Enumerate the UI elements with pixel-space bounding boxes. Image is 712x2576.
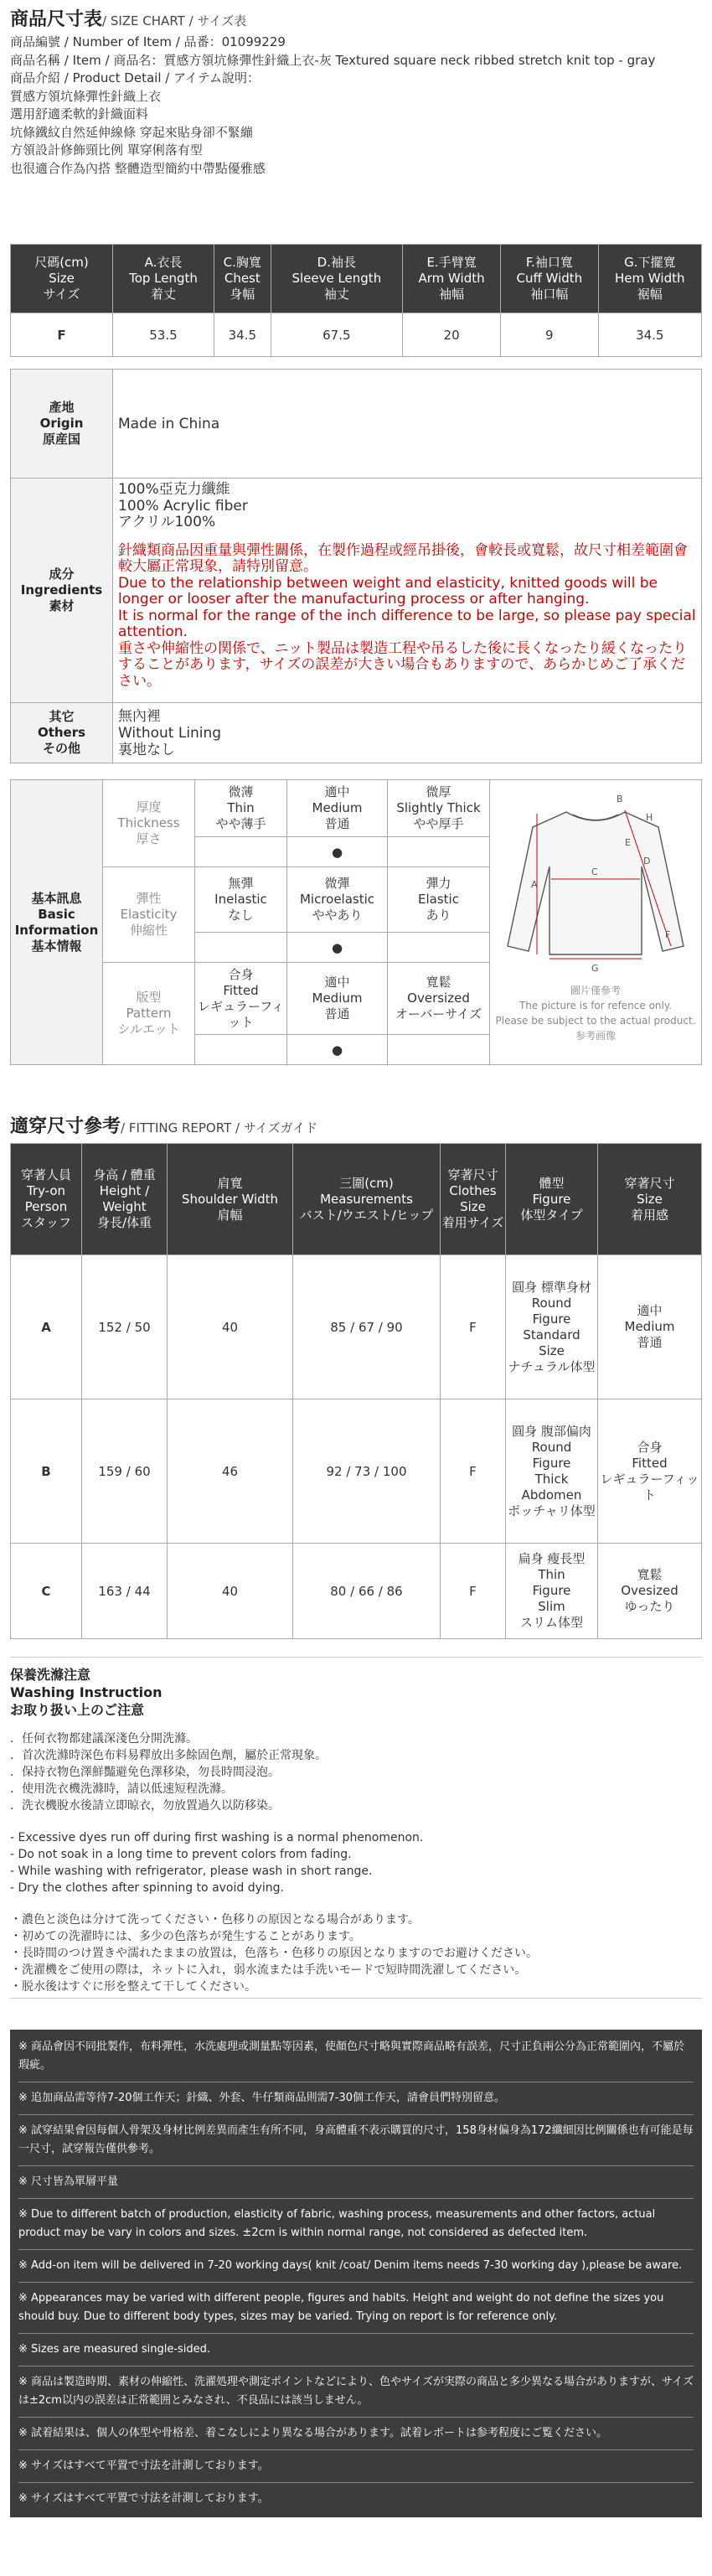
garment-diagram <box>490 780 702 1065</box>
detail-line: 方領設計修飾頸比例 單穿俐落有型 <box>10 142 203 158</box>
notice-jp: ※ 商品は製造時期、素材の伸縮性、洗濯処理や測定ポイントなどにより、色やサイズが実際の商品と多少異なる場合がありますが、サイズは±2cm以内の誤差は正常範囲とみなされ、不良品には該当しません。 <box>18 2376 694 2407</box>
shoulder-header: 肩寬 Shoulder Width 肩幅 <box>168 1144 293 1255</box>
notice-zh: ※ 追加商品需等待7-20個工作天；針織、外套、牛仔類商品則需7-30個工作天，請會員們特別留意。 <box>18 2092 506 2104</box>
washing-en: - Excessive dyes run off during first washing is a normal phenomenon. - Do not soak in a long time to prevent colors from fading. - While washing with refrigerator, please wash in short range. - Dry the clothes after spinning to avoid dying. <box>10 1831 424 1895</box>
material-table <box>10 369 702 763</box>
diagram-letter-a: A <box>531 879 538 890</box>
item-name: 商品名稱 / Item / 商品名：質感方領坑條彈性針織上衣-灰 Textured square neck ribbed stretch knit top - gray <box>10 52 656 68</box>
washing-header: 保養洗滌注意 Washing Instruction お取り扱い上のご注意 <box>10 1667 163 1718</box>
fit-header: 穿著尺寸 Size 着用感 <box>598 1144 702 1255</box>
elasticity-label: 彈性 Elasticity 伸縮性 <box>103 867 195 963</box>
ingredients-row <box>11 478 702 703</box>
elasticity-opt: 彈力 Elastic あり <box>388 867 490 933</box>
detail-line: 選用舒適柔軟的針織面料 <box>10 106 149 122</box>
hem-width-value: 34.5 <box>598 313 701 357</box>
size-col-header: 尺碼(cm) Size サイズ <box>11 245 113 313</box>
notice-panel <box>10 2030 702 2517</box>
fitting-row <box>11 1255 702 1399</box>
fit-cell: 適中 Medium 普通 <box>598 1255 702 1399</box>
product-info <box>10 34 702 178</box>
clothes-size-cell: F <box>441 1399 506 1544</box>
pattern-opt: 寬鬆 Oversized オーバーサイズ <box>388 963 490 1035</box>
diagram-caption: 圖片僅參考 The picture is for refence only. Please be subject to the actual product. 参考画像 <box>495 985 696 1042</box>
thickness-opt: 適中 Medium 普通 <box>287 780 388 837</box>
thickness-opt: 微薄 Thin やや薄手 <box>195 780 287 837</box>
hem-width-header: G.下擺寬 Hem Width 裾幅 <box>598 245 701 313</box>
diagram-letter-c: C <box>591 866 598 877</box>
diagram-letter-b: B <box>617 794 623 804</box>
thickness-label: 厚度 Thickness 厚さ <box>103 780 195 867</box>
chest-value: 34.5 <box>214 313 271 357</box>
pattern-opt: 適中 Medium 普通 <box>287 963 388 1035</box>
person-cell: C <box>11 1544 82 1639</box>
washing-jp: ・濃色と淡色は分けて洗ってください・色移りの原因となる場合があります。 ・初めての洗濯時には、多少の色落ちが発生することがあります。 ・長時間のつけ置きや濡れたままの放置は，色落ち・色移りの原因となりますのでお避けください。 ・洗濯機をご使用の際は，ネットに入れ，弱水流または手洗いモードで短時間洗濯してください。 ・脱水後はすぐに形を整えて干してください。 <box>10 1913 538 1994</box>
clothes-size-cell: F <box>441 1255 506 1399</box>
arm-width-header: E.手臂寬 Arm Width 袖幅 <box>403 245 501 313</box>
size-chart-title-main: 商品尺寸表 <box>10 9 103 30</box>
hw-cell: 163 / 44 <box>82 1544 168 1639</box>
measurements-cell: 80 / 66 / 86 <box>293 1544 441 1639</box>
person-cell: A <box>11 1255 82 1399</box>
hw-cell: 152 / 50 <box>82 1255 168 1399</box>
cuff-width-value: 9 <box>501 313 598 357</box>
washing-zh: ．任何衣物都建議深淺色分開洗滌。 ．首次洗滌時深色布料易釋放出多餘固色劑，屬於正常現象。 ．保持衣物色澤鮮豔避免色澤移染，勿長時間浸泡。 ．使用洗衣機洗滌時，請以低速短程洗滌。 ．洗衣機脫水後請立即晾衣，勿放置過久以防移染。 <box>10 1732 327 1813</box>
top-length-value: 53.5 <box>113 313 214 357</box>
figure-cell: 圓身 標準身材 Round Figure Standard Size ナチュラル体型 <box>506 1255 598 1399</box>
basic-info-table <box>10 779 702 1065</box>
person-header: 穿著人員 Try-on Person スタッフ <box>11 1144 82 1255</box>
ingredients-value: 100%亞克力纖維 100% Acrylic fiber アクリル100% 針織類商品因重量與彈性關係，在製作過程或經吊掛後，會較長或寬鬆，故尺寸相差範圍會較大屬正常現象，請特別留意。 Due to the relationship between weight and elasticity, knitted goods will be longer or looser after the manufacturing process or after hanging. It is normal for the range of the inch difference to be large, so please pay special attention. 重さや伸縮性の関係で、ニット製品は製造工程や吊るした後に長くなったり緩くなったりすることがあります，サイズの誤差が大きい場合もありますので、あらかじめご了承ください。 <box>113 478 702 703</box>
notice-jp: ※ 試着結果は、個人の体型や骨格差、着こなしにより異なる場合があります。試着レポートは参考程度にご覧ください。 <box>18 2427 607 2439</box>
shoulder-cell: 40 <box>168 1255 293 1399</box>
pattern-opt: 合身 Fitted レギュラーフィット <box>195 963 287 1035</box>
fitting-row <box>11 1399 702 1544</box>
shoulder-cell: 40 <box>168 1544 293 1639</box>
size-table-header <box>11 245 702 313</box>
hw-header: 身高 / 體重 Height / Weight 身長/体重 <box>82 1144 168 1255</box>
measurements-header: 三圍(cm) Measurements バスト/ウエスト/ヒップ <box>293 1144 441 1255</box>
notice-zh: ※ 試穿結果會因每個人骨架及身材比例差異而產生有所不同，身高體重不表示購買的尺寸，158身材偏身為172纖細因比例關係也有可能是每一尺寸，試穿報告僅供參考。 <box>18 2124 694 2155</box>
figure-header: 體型 Figure 体型タイプ <box>506 1144 598 1255</box>
hw-cell: 159 / 60 <box>82 1399 168 1544</box>
item-number: 商品編號 / Number of Item / 品番：01099229 <box>10 34 286 49</box>
detail-line: 也很適合作為內搭 整體造型簡約中帶點優雅感 <box>10 160 266 176</box>
selected-dot: ● <box>287 933 388 963</box>
notice-en: ※ Due to different batch of production, elasticity of fabric, washing process, measurements and other factors, actual product may be vary in colors and sizes. ±2cm is within normal range, not considered as defected item. <box>18 2208 656 2239</box>
ingredients-label: 成分 Ingredients 素材 <box>11 478 113 703</box>
fitting-title: 適穿尺寸參考/ FITTING REPORT / サイズガイド <box>10 1116 318 1137</box>
knit-warning-en-2: It is normal for the range of the inch difference to be large, so please pay special attention. <box>118 607 696 640</box>
fitting-table <box>10 1143 702 1639</box>
selected-dot: ● <box>287 1035 388 1065</box>
knit-warning-jp: 重さや伸縮性の関係で、ニット製品は製造工程や吊るした後に長くなったり緩くなったりすることがあります，サイズの誤差が大きい場合もありますので、あらかじめご了承ください。 <box>118 639 687 690</box>
sleeve-length-value: 67.5 <box>271 313 402 357</box>
size-value: F <box>11 313 113 357</box>
detail-line: 坑條鐵紋自然延伸線條 穿起來貼身卻不緊繃 <box>10 124 253 140</box>
fit-cell: 寬鬆 Ovesized ゆったり <box>598 1544 702 1639</box>
thickness-opt: 微厚 Slightly Thick やや厚手 <box>388 780 490 837</box>
size-table <box>10 244 702 357</box>
chest-header: C.胸寬 Chest 身幅 <box>214 245 271 313</box>
knit-warning-zh: 針織類商品因重量與彈性關係，在製作過程或經吊掛後，會較長或寬鬆，故尺寸相差範圍會較大屬正常現象，請特別留意。 <box>118 541 688 575</box>
notice-en: ※ Sizes are measured single-sided. <box>18 2343 211 2356</box>
size-row <box>11 313 702 357</box>
origin-row <box>11 370 702 478</box>
others-label: 其它 Others その他 <box>11 703 113 763</box>
elasticity-opt: 微彈 Microelastic ややあり <box>287 867 388 933</box>
thickness-row <box>11 780 702 837</box>
arm-width-value: 20 <box>403 313 501 357</box>
notice-zh: ※ 商品會因不同批製作，布料彈性，水洗處理或測量點等因素，使顏色尺寸略與實際商品略有誤差，尺寸正負兩公分為正常範圍內，不屬於瑕疵。 <box>18 2041 685 2072</box>
cuff-width-header: F.袖口寬 Cuff Width 袖口幅 <box>501 245 598 313</box>
basic-info-label: 基本訊息 Basic Information 基本情報 <box>11 780 103 1065</box>
pattern-label: 版型 Pattern シルエット <box>103 963 195 1065</box>
notice-jp: ※ サイズはすべて平置で寸法を計測しております。 <box>18 2460 269 2472</box>
knit-warning-en: Due to the relationship between weight and elasticity, knitted goods will be longer or looser after the manufacturing process or after hanging. <box>118 574 658 608</box>
detail-header: 商品介紹 / Product Detail / アイテム說明： <box>10 70 260 85</box>
notice-zh: ※ 尺寸皆為單層平量 <box>18 2175 119 2188</box>
others-value: 無內裡 Without Lining 裏地なし <box>113 703 702 763</box>
measurements-cell: 85 / 67 / 90 <box>293 1255 441 1399</box>
size-chart-title <box>10 5 246 31</box>
size-chart-subtitle: / SIZE CHART / サイズ表 <box>102 13 247 28</box>
person-cell: B <box>11 1399 82 1544</box>
diagram-letter-e: E <box>625 837 631 848</box>
others-row <box>11 703 702 763</box>
measurements-cell: 92 / 73 / 100 <box>293 1399 441 1544</box>
shoulder-cell: 46 <box>168 1399 293 1544</box>
fitting-header <box>11 1144 702 1255</box>
washing-section <box>10 1657 702 1999</box>
diagram-letter-f: F <box>665 929 671 940</box>
figure-cell: 扁身 瘦長型 Thin Figure Slim スリム体型 <box>506 1544 598 1639</box>
fitting-row <box>11 1544 702 1639</box>
elasticity-opt: 無彈 Inelastic なし <box>195 867 287 933</box>
origin-value: Made in China <box>113 370 702 478</box>
diagram-letter-g: G <box>591 963 599 974</box>
detail-line: 質感方領坑條彈性針織上衣 <box>10 88 162 104</box>
figure-cell: 圓身 腹部偏肉 Round Figure Thick Abdomen ポッチャリ体型 <box>506 1399 598 1544</box>
sweater-diagram <box>499 787 692 980</box>
origin-label: 產地 Origin 原産国 <box>11 370 113 478</box>
selected-dot: ● <box>287 837 388 867</box>
notice-jp: ※ サイズはすべて平置で寸法を計測しております。 <box>18 2492 269 2505</box>
notice-en: ※ Appearances may be varied with different people, figures and habits. Height and weight do not define the sizes you should buy. Due to different body types, sizes may be varied. Trying on report is for reference only. <box>18 2292 664 2323</box>
top-length-header: A.衣長 Top Length 着丈 <box>113 245 214 313</box>
notice-en: ※ Add-on item will be delivered in 7-20 working days( knit /coat/ Denim items needs 7-30 working day ),please be aware. <box>18 2259 683 2272</box>
clothes-size-cell: F <box>441 1544 506 1639</box>
sleeve-length-header: D.袖長 Sleeve Length 袖丈 <box>271 245 402 313</box>
diagram-letter-h: H <box>646 812 653 823</box>
diagram-letter-d: D <box>643 856 651 866</box>
clothes-size-header: 穿著尺寸 Clothes Size 着用サイズ <box>441 1144 506 1255</box>
fit-cell: 合身 Fitted レギュラーフィット <box>598 1399 702 1544</box>
